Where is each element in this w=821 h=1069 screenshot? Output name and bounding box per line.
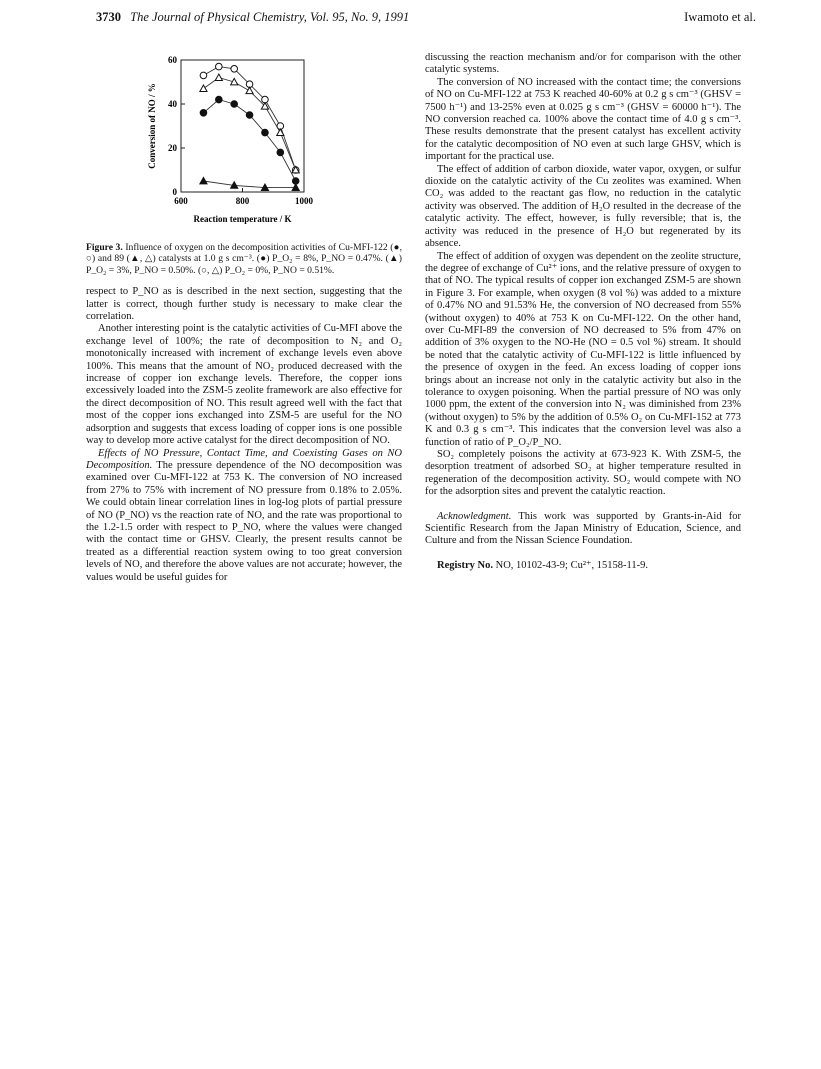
right-paragraph-5: SO₂ completely poisons the activity at 673-923 K. With ZSM-5, the desorption treatment of adsorbed SO₂ at higher temperature resulted in regeneration of the decomposition activity. SO₂ would compete with NO for the adsorption sites and prevent the catalytic reaction.: [425, 449, 741, 498]
right-paragraph-2: The conversion of NO increased with the contact time; the conversions of NO on Cu-MFI-122 at 753 K reached 40-60% at 0.2 g s cm⁻³ (GHSV = 7500 h⁻¹) and 13-25% even at 0.025 g s cm⁻³ (GHSV = 60000 h⁻¹). The NO conversion reached ca. 100% above the contact time of 4.0 g s cm⁻³. These results demonstrate that the present catalyst has excellent activity for the catalytic decomposition of NO even at such large GHSV, which is important for the practical use.: [425, 76, 741, 163]
figure-caption-label: Figure 3.: [86, 242, 123, 253]
data-point-circle: [262, 129, 269, 136]
data-point-triangle: [200, 85, 207, 91]
page-header: [96, 10, 756, 26]
right-paragraph-3: The effect of addition of carbon dioxide, water vapor, oxygen, or sulfur dioxide on the catalytic activity of the Cu zeolites was examined. When CO₂ was added to the reactant gas flow, no reduction in the catalytic activity was observed. The addition of H₂O resulted in the decrease of the catalytic activity. The effect, however, is fully reversible; that is, the activity was reduced in the presence of H₂O but regenerated by its absence.: [425, 163, 741, 250]
acknowledgment: [425, 511, 741, 548]
figure-3: [86, 52, 402, 232]
data-point-triangle: [215, 74, 222, 80]
y-tick-label: 40: [168, 99, 177, 109]
left-paragraph-2: Another interesting point is the catalytic activities of Cu-MFI above the exchange level of 100%; the rate of decomposition to N₂ and O₂ monotonically increased with increment of exchange levels even above 100%. This means that the amount of NO₂ produced decreased with the increase of copper ion exchange levels. Therefore, the copper ions excessively loaded into the ZSM-5 zeolite framework are also effective for the direct decomposition of NO. This result agreed well with the fact that most of the copper ions exchanged into ZSM-5 are useful for the NO adsorption and suggests that excess loading of copper ions is one possible way to develop more active catalyst for the direct decomposition of NO.: [86, 323, 402, 447]
x-tick-label: 1000: [295, 196, 313, 206]
y-tick-label: 0: [172, 187, 177, 197]
data-point-circle: [216, 63, 223, 70]
series-line: [203, 181, 295, 188]
data-point-circle: [277, 149, 284, 156]
right-paragraph-4: The effect of addition of oxygen was dependent on the zeolite structure, the degree of exchange of Cu²⁺ ions, and the relative pressure of oxygen to that of NO. The typical results of copper ion exchanged ZSM-5 are shown in Figure 3. For example, when oxygen (8 vol %) was added to a mixture of 0.47% NO and 91.53% He, the conversion of NO decreased from 55% (without oxygen) to 40% at 753 K on Cu-MFI-122. On the other hand, over Cu-MFI-89 the conversion of NO decreased to 5% from 47% on addition of 3% oxygen to the NO-He (NO = 0.5 vol %) stream. It should be noted that the catalytic activity of Cu-MFI-122 is little influenced by the presence of oxygen in the feed. An excess loading of copper ions brings about an increase not only in the catalytic activity but also in the tolerance to oxygen poisoning. When the partial pressure of NO was only 1000 ppm, the extent of the conversion into N₂ was diminished from 23% (without oxygen) to 5% by the addition of 0.5% O₂ on Cu-MFI-152 at 773 K and 0.3 g s cm⁻³. This indicates that the conversion level was also a function of ratio of P_O₂/P_NO.: [425, 250, 741, 448]
data-point-circle: [246, 112, 253, 119]
header-left: [96, 10, 409, 25]
x-tick-label: 600: [174, 196, 188, 206]
data-point-triangle: [200, 177, 207, 183]
conversion-chart: [86, 52, 402, 232]
left-paragraph-3: [86, 448, 402, 584]
header-authors: Iwamoto et al.: [684, 10, 756, 24]
registry-numbers: [425, 560, 741, 572]
registry-text: NO, 10102-43-9; Cu²⁺, 15158-11-9.: [493, 559, 648, 571]
acknowledgment-title: Acknowledgment.: [437, 510, 512, 522]
data-point-circle: [200, 110, 207, 117]
data-point-triangle: [246, 87, 253, 93]
registry-title: Registry No.: [437, 559, 493, 571]
data-point-circle: [216, 96, 223, 103]
right-column: [425, 52, 741, 572]
acknowledgment-text: This work was supported by Grants-in-Aid for Scientific Research from the Japan Ministry of Education, Science, and Culture and from the Nissan Science Foundation.: [425, 510, 741, 547]
page-number: 3730: [96, 10, 121, 24]
journal-citation: The Journal of Physical Chemistry, Vol. 95, No. 9, 1991: [130, 10, 410, 24]
y-tick-label: 20: [168, 143, 177, 153]
left-column: [86, 52, 402, 584]
x-tick-label: 800: [235, 196, 250, 206]
y-tick-label: 60: [168, 55, 177, 65]
x-axis-label: Reaction temperature / K: [193, 214, 292, 224]
data-point-circle: [231, 101, 238, 108]
data-point-circle: [200, 72, 207, 79]
data-point-circle: [231, 66, 238, 73]
section-body: The pressure dependence of the NO decomposition was examined over Cu-MFI-122 at 753 K. The conversion of NO increased from 27% to 75% with increment of NO pressure from 0.18% to 2.05%. We could obtain linear correlation lines in log-log plots of partial pressure of NO (P_NO) vs the reaction rate of NO, and the rate was proportional to the 1.2-1.5 order with respect to P_NO, where the values were changed with the contact time or GHSV. Clearly, the present results cannot be treated as a differential reaction system owing to too great conversion levels of NO, and therefore the above values are not accurate; however, the values would be useful guides for: [86, 459, 402, 583]
right-paragraph-1: discussing the reaction mechanism and/or for comparison with the other catalytic systems.: [425, 52, 741, 76]
plot-frame: [181, 60, 304, 192]
section-title: Effects of NO Pressure, Contact Time, and Coexisting Gases on NO Decomposition.: [86, 447, 402, 471]
y-axis-label: Conversion of NO / %: [147, 83, 157, 169]
figure-caption: [86, 242, 402, 276]
figure-caption-text: Influence of oxygen on the decomposition activities of Cu-MFI-122 (●, ○) and 89 (▲, △) catalysts at 1.0 g s cm⁻³. (●) P_O₂ = 8%, P_NO = 0.47%. (▲) P_O₂ = 3%, P_NO = 0.50%. (○, △) P_O₂ = 0%, P_NO = 0.51%.: [86, 242, 402, 276]
left-paragraph-1: respect to P_NO as is described in the next section, suggesting that the latter is correct, though further study is necessary to make clear the correlation.: [86, 286, 402, 323]
